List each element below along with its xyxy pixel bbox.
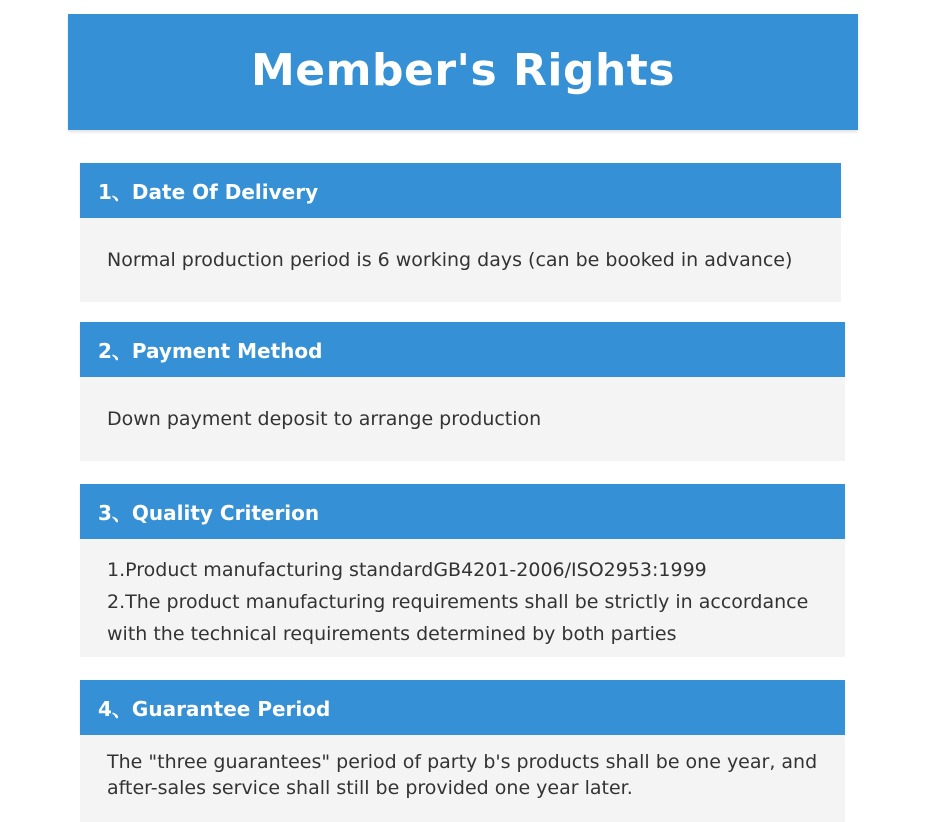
page-title: Member's Rights <box>251 44 675 96</box>
section-text: 1.Product manufacturing standardGB4201-2006/ISO2953:1999 <box>107 559 707 581</box>
title-banner <box>68 14 858 130</box>
section-heading: 3、Quality Criterion <box>98 501 320 525</box>
section-body <box>80 377 845 461</box>
section-header <box>80 484 845 539</box>
section-heading: 4、Guarantee Period <box>98 697 331 721</box>
section-quality-criterion <box>80 484 845 657</box>
section-body <box>80 539 845 657</box>
section-date-of-delivery <box>80 163 841 302</box>
section-text: 2.The product manufacturing requirements shall be strictly in accordance with the technical requirements determined by both parties <box>107 591 809 645</box>
section-payment-method <box>80 322 845 461</box>
section-body <box>80 735 845 822</box>
section-text: Normal production period is 6 working days (can be booked in advance) <box>107 249 793 271</box>
section-guarantee-period <box>80 680 845 822</box>
section-header <box>80 322 845 377</box>
section-header <box>80 680 845 735</box>
section-heading: 1、Date Of Delivery <box>98 180 319 204</box>
section-text: Down payment deposit to arrange production <box>107 408 542 430</box>
section-body <box>80 218 841 302</box>
section-text: The "three guarantees" period of party b's products shall be one year, and after-sales service shall still be provided one year later. <box>107 751 818 799</box>
section-heading: 2、Payment Method <box>98 339 323 363</box>
section-header <box>80 163 841 218</box>
